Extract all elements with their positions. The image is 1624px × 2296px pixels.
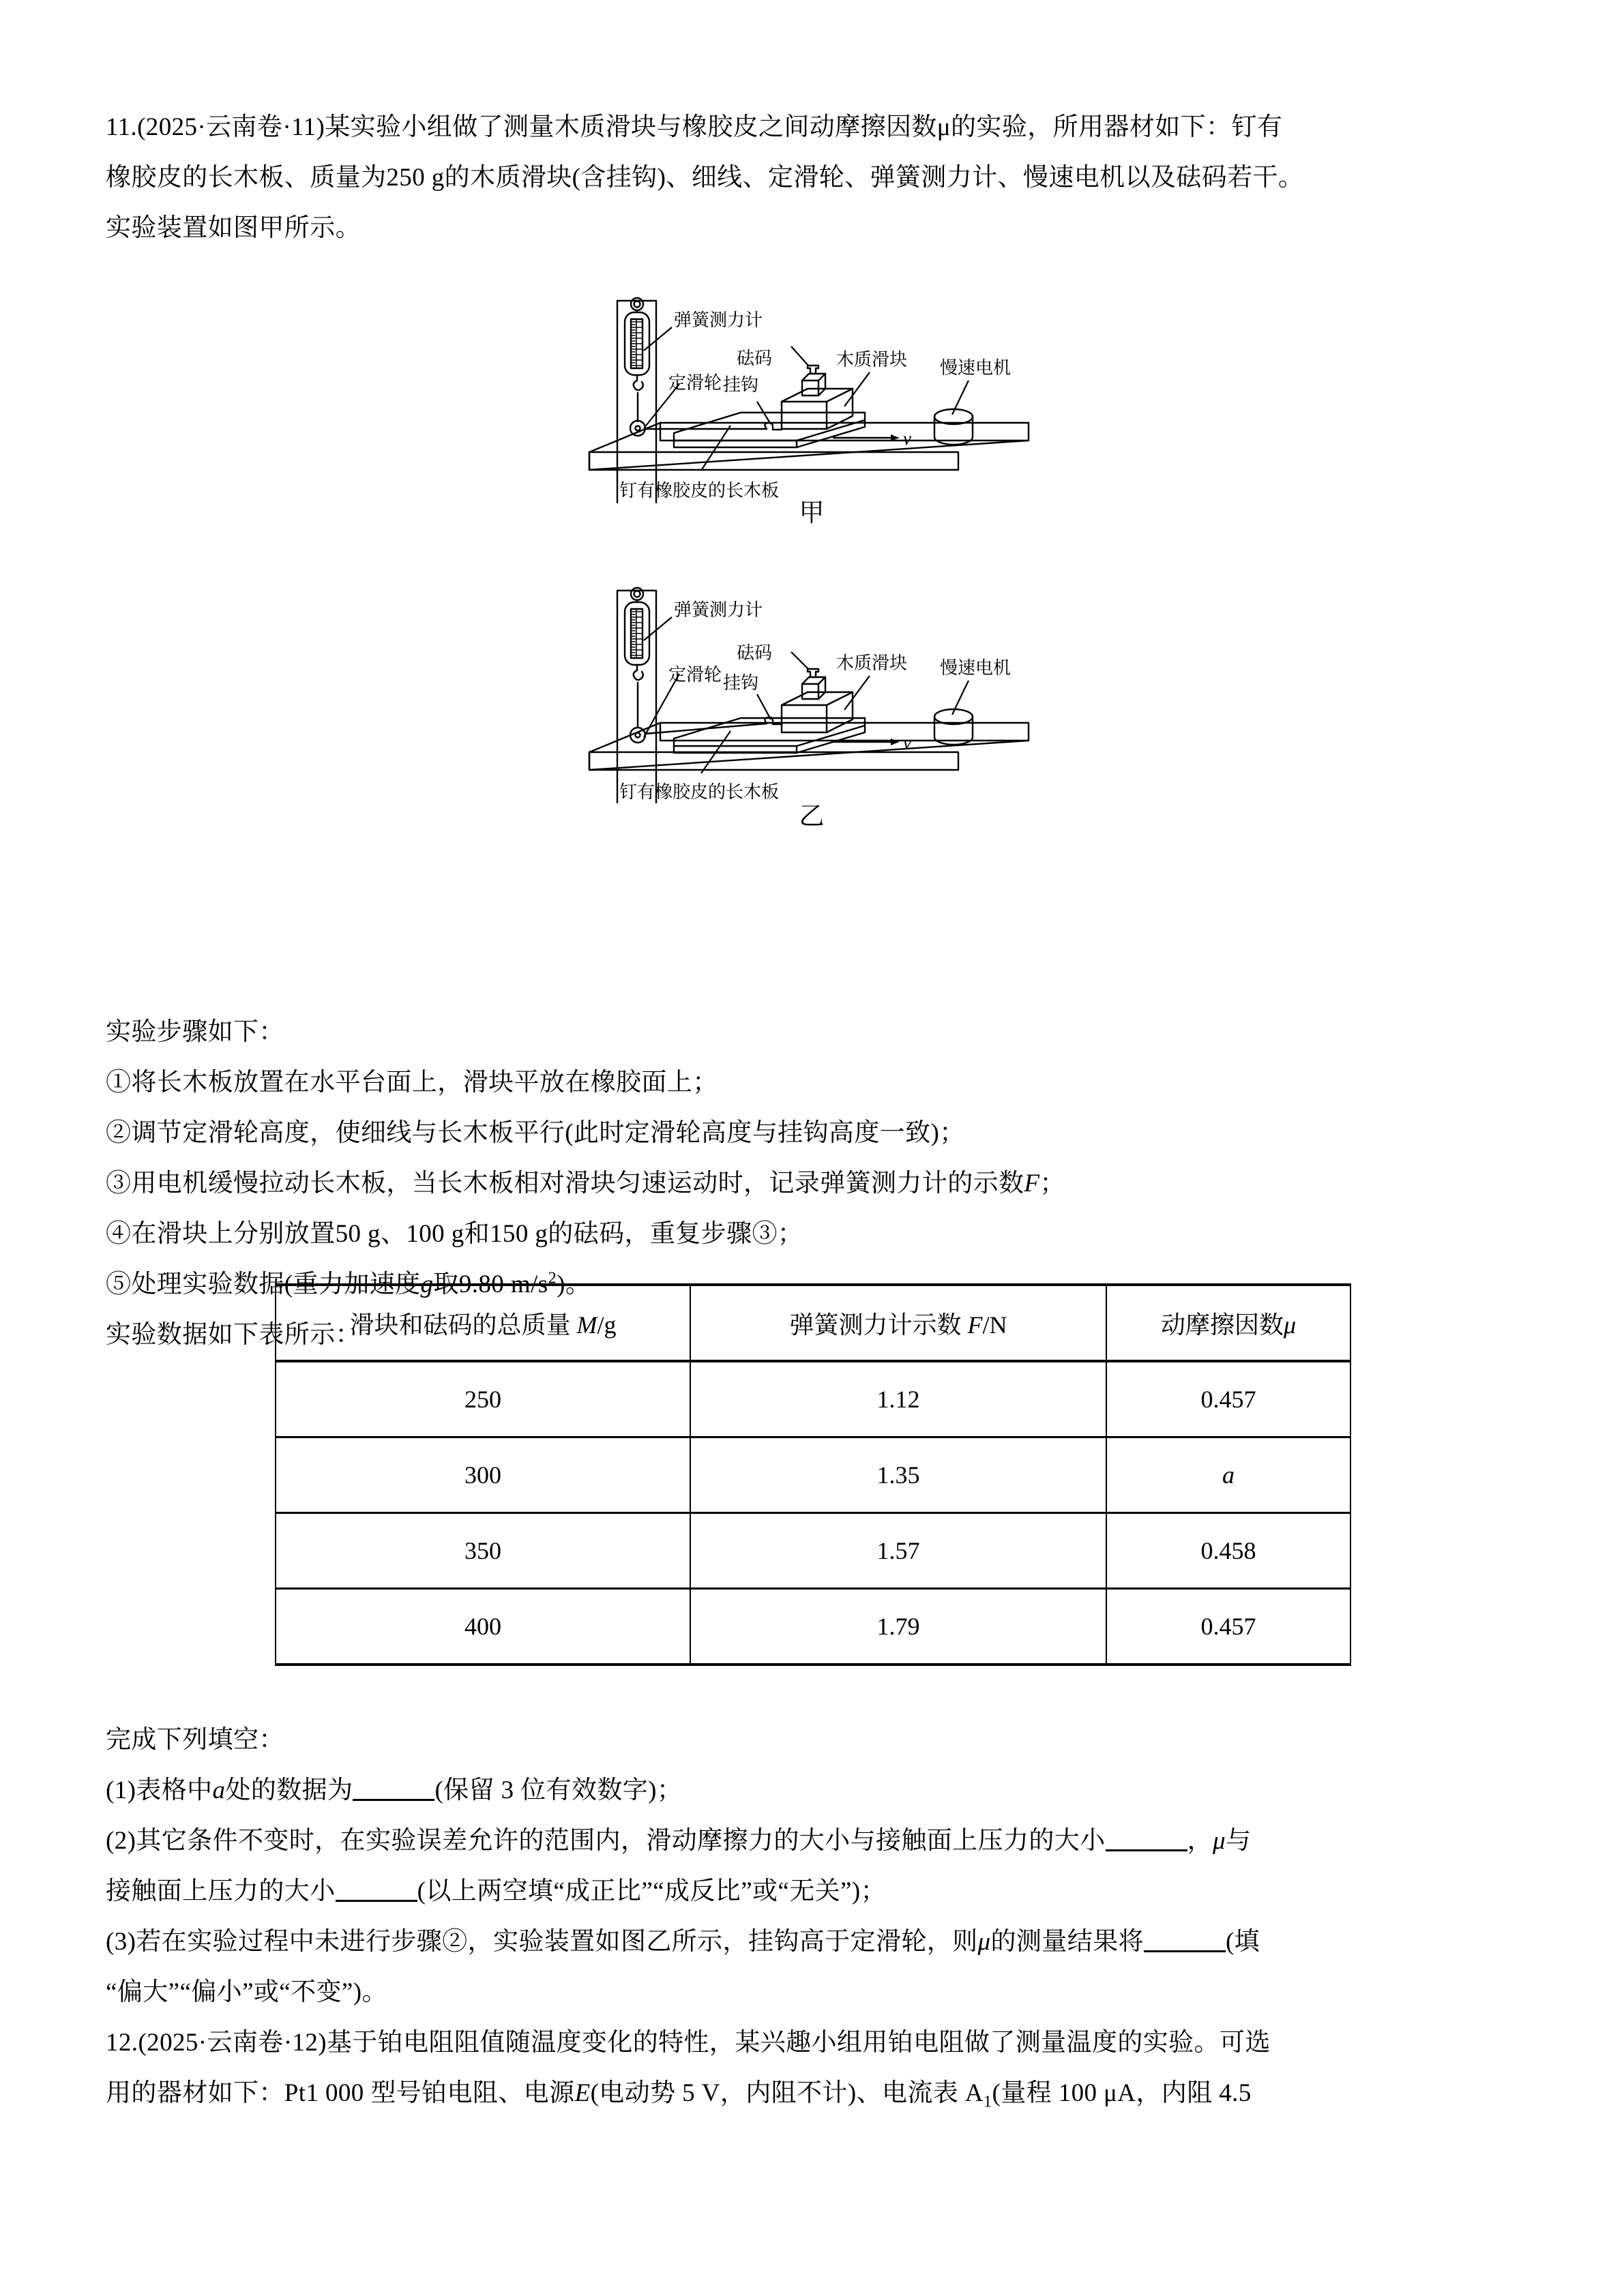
step5-symbol-g: g — [420, 1270, 434, 1298]
table-row — [276, 1513, 1350, 1589]
label-weight-yi: 砝码 — [737, 642, 773, 663]
label-hook-jia: 挂钩 — [723, 374, 759, 395]
q2-symbol-mu: μ — [1212, 1827, 1226, 1855]
label-spring-scale-yi: 弹簧测力计 — [674, 599, 763, 620]
cell-force: 1.12 — [690, 1361, 1106, 1437]
cell-mu: 0.457 — [1106, 1589, 1350, 1665]
step5-exponent: 2 — [548, 1268, 557, 1287]
label-spring-scale-jia: 弹簧测力计 — [674, 310, 763, 330]
col1-symbol: M — [576, 1311, 597, 1339]
answer-blank-4[interactable] — [1144, 1950, 1226, 1952]
step5-b: 取 — [433, 1270, 459, 1298]
cell-mu: 0.458 — [1106, 1513, 1350, 1589]
step-1: ①将长木板放置在水平台面上，滑块平放在橡胶面上； — [106, 1069, 718, 1097]
step4-sep2: 和 — [464, 1220, 490, 1248]
figure-yi-svg — [565, 571, 1083, 803]
col3-symbol: μ — [1283, 1311, 1297, 1339]
cell-mass: 250 — [276, 1361, 690, 1437]
q2-a: (2)其它条件不变时，在实验误差允许的范围内，滑动摩擦力的大小与接触面上压力的大小 — [106, 1827, 1106, 1855]
answer-blank-3[interactable] — [336, 1900, 417, 1902]
table-row — [276, 1589, 1350, 1665]
question-3-line2: “偏大”“偏小”或“不变”)。 — [106, 1978, 387, 2006]
step4-sep1: 、 — [380, 1220, 407, 1248]
step4-m2: 100 g — [406, 1220, 464, 1248]
step5-value: 9.80 m/s — [458, 1270, 548, 1298]
label-pulley-jia: 定滑轮 — [668, 372, 722, 393]
figure-yi — [565, 571, 1083, 803]
col2-suffix: /N — [982, 1311, 1007, 1339]
p12-ammeter-subscript: 1 — [983, 2092, 992, 2111]
q2-line2-b: (以上两空填“成正比”“成反比”或“无关”)； — [417, 1877, 886, 1905]
col1-suffix: /g — [597, 1311, 617, 1339]
p12-a: 用的器材如下：Pt1 000 型号铂电阻、电源 — [106, 2079, 575, 2107]
question-2-line1 — [106, 1816, 1524, 1866]
problem11-intro-line3: 实验装置如图甲所示。 — [106, 214, 361, 242]
q3-b: 的测量结果将 — [990, 1928, 1144, 1956]
table-head — [276, 1285, 1350, 1361]
step-3 — [106, 1159, 1524, 1209]
step-4 — [106, 1209, 1524, 1259]
step3-symbol-F: F — [1024, 1169, 1040, 1197]
cell-mu: 0.457 — [1106, 1361, 1350, 1437]
step4-m1: 50 g — [335, 1220, 381, 1248]
col2-text: 弹簧测力计示数 — [789, 1311, 968, 1339]
q1-symbol-a: a — [212, 1776, 226, 1804]
fill-header: 完成下列填空： — [106, 1726, 284, 1754]
label-velocity-jia: v — [903, 428, 911, 449]
column-header-mu — [1106, 1285, 1350, 1361]
figure-yi-caption: 乙 — [799, 803, 825, 831]
question-2-line2 — [106, 1866, 1524, 1917]
cell-mass: 400 — [276, 1589, 690, 1665]
problem11-intro-line1: 11.(2025·云南卷·11)某实验小组做了测量木质滑块与橡胶皮之间动摩擦因数μ的实验，所用器材如下：钉有 — [106, 113, 1283, 141]
label-weight-jia: 砝码 — [737, 348, 773, 368]
step3-a: ③用电机缓慢拉动长木板，当长木板相对滑块匀速运动时，记录弹簧测力计的示数 — [106, 1169, 1024, 1197]
column-header-mass — [276, 1285, 690, 1361]
answer-blank-1[interactable] — [353, 1799, 434, 1801]
q1-b: 处的数据为 — [225, 1776, 353, 1804]
cell-force: 1.57 — [690, 1513, 1106, 1589]
label-long-board-yi: 钉有橡胶皮的长木板 — [619, 781, 780, 802]
label-slow-motor-yi: 慢速电机 — [940, 657, 1012, 678]
step-2: ②调节定滑轮高度，使细线与长木板平行(此时定滑轮高度与挂钩高度一致)； — [106, 1119, 965, 1147]
experiment-data-table — [275, 1283, 1351, 1666]
problem12-line1: 12.(2025·云南卷·12)基于铂电阻阻值随温度变化的特性，某兴趣小组用铂电阻做了测量温度的实验。可选 — [106, 2029, 1271, 2057]
problem11-intro-line2 — [106, 153, 1524, 203]
label-slow-motor-jia: 慢速电机 — [940, 357, 1012, 378]
intro2-text-a: 橡胶皮的长木板、质量为 — [106, 164, 387, 192]
cell-mu-unknown: a — [1106, 1437, 1350, 1513]
q2-b: ， — [1187, 1827, 1213, 1855]
q3-c: (填 — [1225, 1928, 1260, 1956]
label-wood-block-yi: 木质滑块 — [836, 653, 908, 673]
label-pulley-yi: 定滑轮 — [668, 664, 722, 685]
cell-force: 1.35 — [690, 1437, 1106, 1513]
step4-b: 的砝码，重复步骤③； — [548, 1220, 803, 1248]
step4-m3: 150 g — [490, 1220, 548, 1248]
label-long-board-jia: 钉有橡胶皮的长木板 — [619, 480, 780, 501]
step3-b: ； — [1039, 1169, 1065, 1197]
figure-jia-caption: 甲 — [799, 499, 825, 527]
p12-symbol-E: E — [574, 2079, 591, 2107]
figure-jia — [565, 271, 1083, 503]
table-intro: 实验数据如下表所示： — [106, 1321, 361, 1349]
q2-line2-a: 接触面上压力的大小 — [106, 1877, 336, 1905]
q3-a: (3)若在实验过程中未进行步骤②，实验装置如图乙所示，挂钩高于定滑轮，则 — [106, 1928, 978, 1956]
col2-symbol: F — [967, 1311, 983, 1339]
cell-mass: 300 — [276, 1437, 690, 1513]
label-hook-yi: 挂钩 — [723, 672, 759, 693]
cell-force: 1.79 — [690, 1589, 1106, 1665]
answer-blank-2[interactable] — [1106, 1849, 1187, 1851]
figure-jia-svg — [565, 271, 1083, 503]
experiment-data-table-wrapper — [275, 1283, 1350, 1666]
step5-a: ⑤处理实验数据(重力加速度 — [106, 1270, 421, 1298]
q1-a: (1)表格中 — [106, 1776, 213, 1804]
q3-symbol-mu: μ — [977, 1928, 991, 1956]
table-body — [276, 1361, 1350, 1665]
step4-a: ④在滑块上分别放置 — [106, 1220, 336, 1248]
col3-text: 动摩擦因数 — [1160, 1311, 1284, 1339]
cell-mass: 350 — [276, 1513, 690, 1589]
p12-b: (电动势 5 V，内阻不计)、电流表 A — [590, 2079, 984, 2107]
table-header-row — [276, 1285, 1350, 1361]
steps-header: 实验步骤如下： — [106, 1018, 284, 1046]
label-wood-block-jia: 木质滑块 — [836, 349, 908, 370]
step5-c: )。 — [557, 1270, 591, 1298]
col1-text: 滑块和砝码的总质量 — [349, 1311, 577, 1339]
problem12-line2 — [106, 2068, 1524, 2119]
table-row — [276, 1361, 1350, 1437]
q1-c: (保留 3 位有效数字)； — [434, 1776, 683, 1804]
intro2-text-b: 的木质滑块(含挂钩)、细线、定滑轮、弹簧测力计、慢速电机以及砝码若干。 — [444, 164, 1304, 192]
question-3-line1 — [106, 1917, 1524, 1967]
p12-c: (量程 100 μA，内阻 4.5 — [992, 2079, 1252, 2107]
intro2-mass: 250 g — [386, 164, 445, 192]
q2-c: 与 — [1225, 1827, 1252, 1855]
table-row — [276, 1437, 1350, 1513]
column-header-force — [690, 1285, 1106, 1361]
label-velocity-yi: v — [903, 732, 911, 753]
question-1 — [106, 1765, 1524, 1816]
